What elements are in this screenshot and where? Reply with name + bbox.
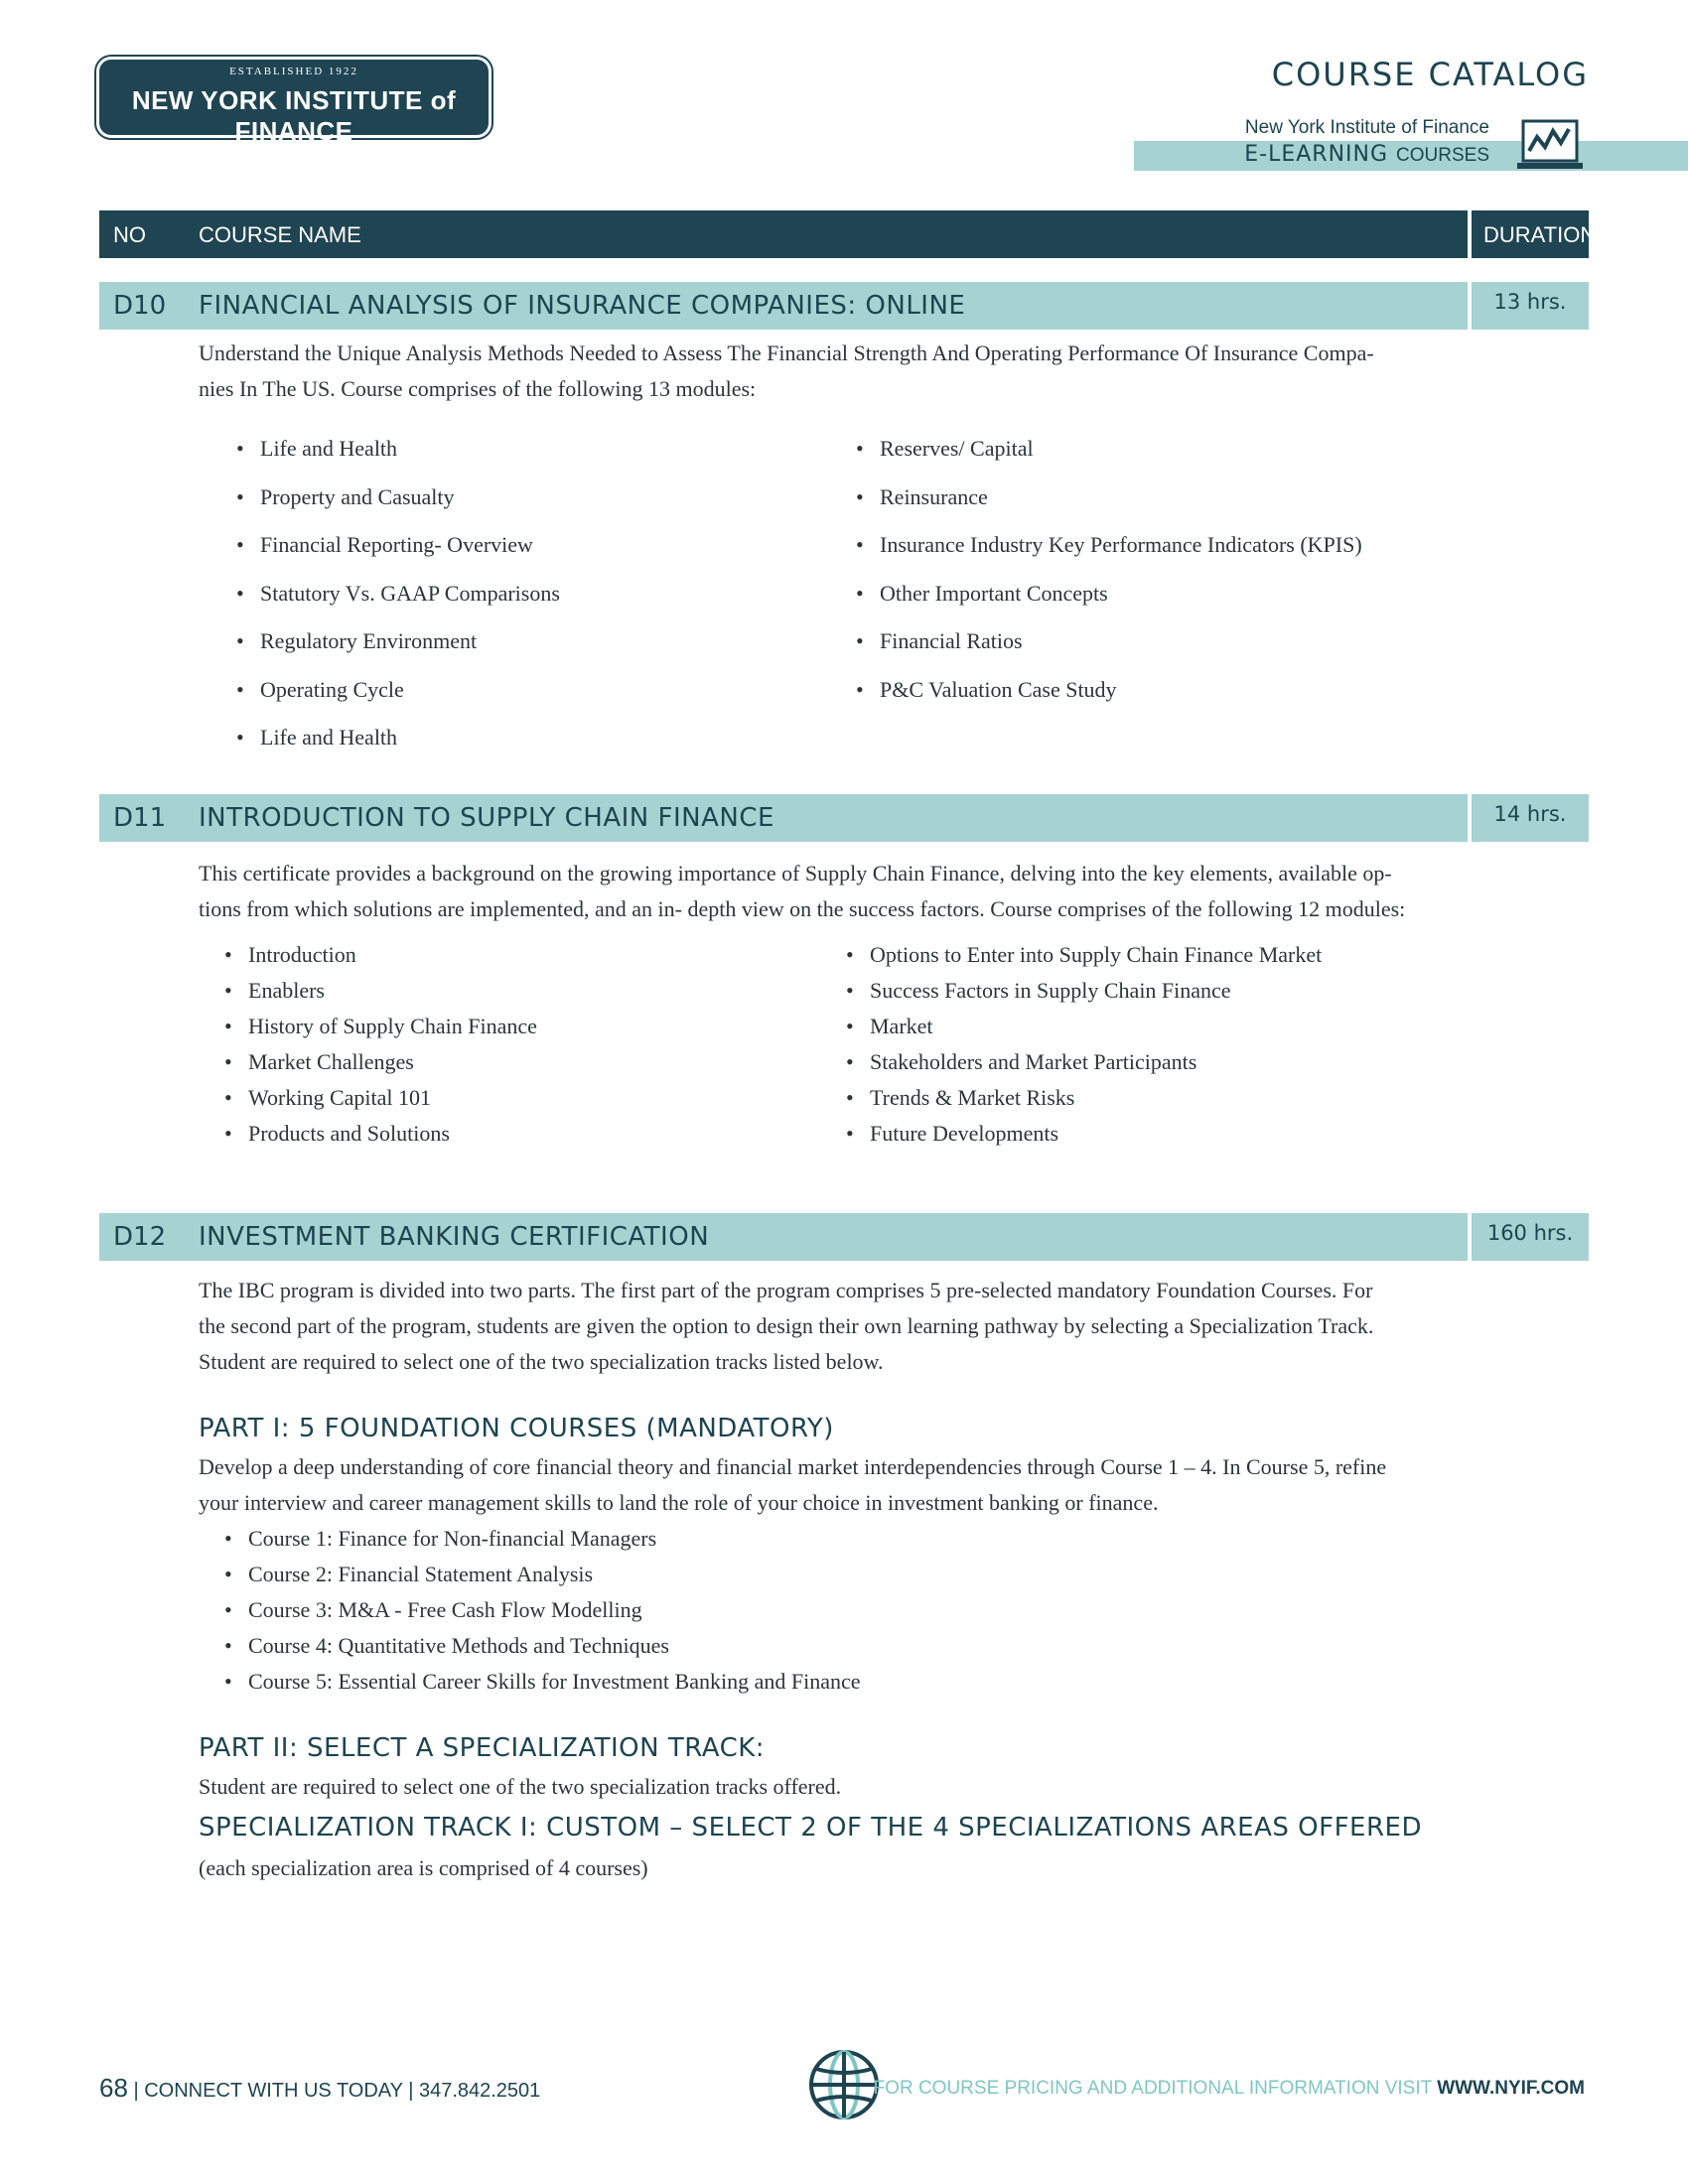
list-item: • Enablers xyxy=(224,973,537,1009)
logo-established: ESTABLISHED 1922 xyxy=(229,66,358,77)
footer-phone[interactable]: 347.842.2501 xyxy=(418,2080,541,2102)
list-item: • Reinsurance xyxy=(856,474,1362,522)
part2-text: Student are required to select one of the two specialization tracks offered. xyxy=(199,1774,842,1799)
module-list-right xyxy=(856,425,1362,714)
list-item: • Financial Reporting- Overview xyxy=(236,521,560,570)
module-list-right xyxy=(846,937,1322,1152)
list-item: • Property and Casualty xyxy=(236,474,560,522)
page-number: 68 xyxy=(99,2073,128,2103)
course-code: D12 xyxy=(113,1222,167,1252)
list-item: • Trends & Market Risks xyxy=(846,1080,1322,1116)
part1-text: Develop a deep understanding of core financial theory and financial market interdependencies through Course 1 – 4. In Course 5, refine your interview and career management skills to land the role of your choice in investment banking or finance. xyxy=(199,1454,1387,1515)
course-duration: 160 hrs. xyxy=(1486,1221,1574,1245)
course-description: This certificate provides a background on the growing importance of Supply Chain Finance, delving into the key elements, available op- tions from which solutions are implemented, and an in- depth view on the success factors. Course comprises of the following 12 modules: xyxy=(199,861,1406,921)
list-item: • P&C Valuation Case Study xyxy=(856,666,1362,715)
list-item: • Other Important Concepts xyxy=(856,570,1362,618)
institute-name: New York Institute of Finance xyxy=(1244,117,1489,138)
col-duration-cell xyxy=(1472,210,1597,258)
footer-info-text: FOR COURSE PRICING AND ADDITIONAL INFORMATION VISIT xyxy=(873,2078,1432,2099)
list-item: • Market Challenges xyxy=(224,1044,537,1080)
track1-text: (each specialization area is comprised of 4 courses) xyxy=(199,1855,648,1880)
module-list-left xyxy=(236,425,560,762)
laptop-chart-icon xyxy=(1515,117,1585,177)
list-item: • Financial Ratios xyxy=(856,617,1362,666)
course-title: FINANCIAL ANALYSIS OF INSURANCE COMPANIES: ONLINE xyxy=(199,291,966,321)
list-item: • History of Supply Chain Finance xyxy=(224,1009,537,1044)
course-duration-cell xyxy=(1472,282,1589,330)
col-course-name: COURSE NAME xyxy=(199,222,361,247)
logo-name: NEW YORK INSTITUTE of FINANCE xyxy=(131,85,457,146)
course-title: INTRODUCTION TO SUPPLY CHAIN FINANCE xyxy=(199,803,774,833)
col-duration: DURATION xyxy=(1483,222,1597,247)
table-header xyxy=(99,210,1468,258)
course-code: D11 xyxy=(113,803,167,833)
catalog-title: COURSE CATALOG xyxy=(1271,56,1589,93)
list-item: • Insurance Industry Key Performance Indicators (KPIS) xyxy=(856,521,1362,570)
list-item: • Life and Health xyxy=(236,714,560,762)
list-item: • Reserves/ Capital xyxy=(856,425,1362,474)
list-item: • Working Capital 101 xyxy=(224,1080,537,1116)
globe-icon xyxy=(808,2049,880,2120)
list-item: • Options to Enter into Supply Chain Finance Market xyxy=(846,937,1322,973)
list-item: • Future Developments xyxy=(846,1116,1322,1152)
list-item: • Course 2: Financial Statement Analysis xyxy=(224,1557,860,1592)
foundation-course-list xyxy=(224,1521,860,1700)
list-item: • Operating Cycle xyxy=(236,666,560,715)
list-item: • Stakeholders and Market Participants xyxy=(846,1044,1322,1080)
track1-heading: SPECIALIZATION TRACK I: CUSTOM – SELECT 2 OF THE 4 SPECIALIZATIONS AREAS OFFERED xyxy=(199,1813,1422,1843)
list-item: • Course 1: Finance for Non-financial Managers xyxy=(224,1521,860,1557)
list-item: • Course 5: Essential Career Skills for Investment Banking and Finance xyxy=(224,1664,860,1700)
elearning-label: E-LEARNING COURSES xyxy=(1244,142,1489,167)
course-code: D10 xyxy=(113,291,167,321)
footer-url[interactable]: WWW.NYIF.COM xyxy=(1437,2078,1585,2099)
course-row-d11 xyxy=(99,794,1468,842)
module-list-left xyxy=(224,937,537,1152)
list-item: • Introduction xyxy=(224,937,537,973)
col-no: NO xyxy=(113,222,146,247)
footer-info xyxy=(874,2078,1585,2100)
course-duration: 13 hrs. xyxy=(1493,290,1567,314)
course-row-d10 xyxy=(99,282,1468,330)
list-item: • Statutory Vs. GAAP Comparisons xyxy=(236,570,560,618)
list-item: • Market xyxy=(846,1009,1322,1044)
footer-contact: 68 | CONNECT WITH US TODAY | 347.842.2501 xyxy=(99,2073,541,2103)
course-description: Understand the Unique Analysis Methods Needed to Assess The Financial Strength And Operating Performance Of Insurance Compa- nies In The US. Course comprises of the following 13 modules: xyxy=(199,341,1374,401)
part2-heading: PART II: SELECT A SPECIALIZATION TRACK: xyxy=(199,1733,766,1763)
course-title: INVESTMENT BANKING CERTIFICATION xyxy=(199,1222,710,1252)
list-item: • Products and Solutions xyxy=(224,1116,537,1152)
course-duration-cell xyxy=(1472,794,1589,842)
list-item: • Course 4: Quantitative Methods and Techniques xyxy=(224,1628,860,1664)
course-row-d12 xyxy=(99,1213,1468,1261)
footer-connect: CONNECT WITH US TODAY xyxy=(144,2080,403,2102)
list-item: • Course 3: M&A - Free Cash Flow Modelling xyxy=(224,1592,860,1628)
course-description: The IBC program is divided into two parts. The first part of the program comprises 5 pre-selected mandatory Foundation Courses. For the second part of the program, students are given the option to design their own learning pathway by selecting a Specialization Track. Student are required to select one of the two specialization tracks listed below. xyxy=(199,1278,1374,1374)
course-duration-cell xyxy=(1472,1213,1589,1261)
course-duration: 14 hrs. xyxy=(1493,802,1567,826)
part1-heading: PART I: 5 FOUNDATION COURSES (MANDATORY) xyxy=(199,1414,834,1443)
list-item: • Success Factors in Supply Chain Finance xyxy=(846,973,1322,1009)
list-item: • Regulatory Environment xyxy=(236,617,560,666)
nyif-logo xyxy=(99,60,489,146)
list-item: • Life and Health xyxy=(236,425,560,474)
